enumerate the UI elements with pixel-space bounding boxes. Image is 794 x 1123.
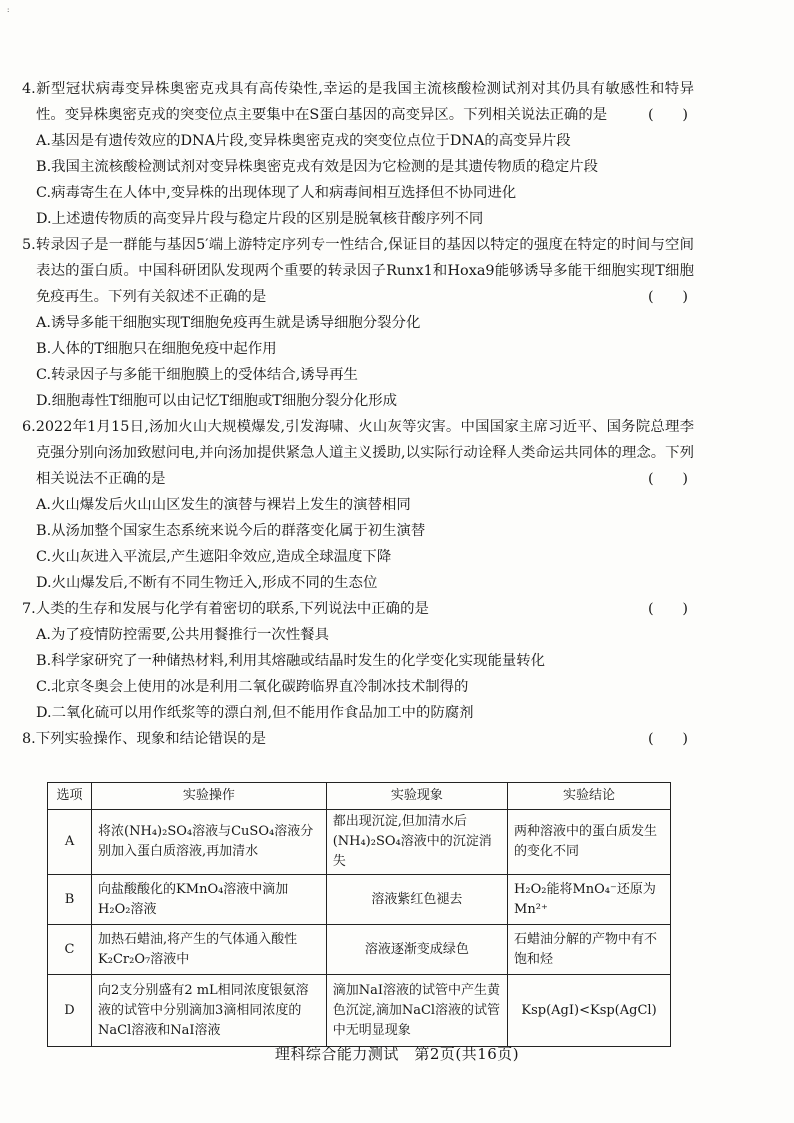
question-6 bbox=[22, 414, 694, 596]
table-header-row bbox=[48, 783, 671, 810]
header-operation: 实验操作 bbox=[92, 783, 327, 810]
option-b: B.从汤加整个国家生态系统来说今后的群落变化属于初生演替 bbox=[36, 523, 426, 539]
row-option: C bbox=[48, 925, 92, 975]
answer-parentheses: ( ) bbox=[647, 601, 688, 617]
row-phenomenon: 滴加NaI溶液的试管中产生黄色沉淀,滴加NaCl溶液的试管中无明显现象 bbox=[326, 975, 507, 1047]
option-b: B.我国主流核酸检测试剂对变异株奥密克戎有效是因为它检测的是其遗传物质的稳定片段 bbox=[36, 159, 598, 175]
answer-parentheses: ( ) bbox=[647, 731, 688, 747]
question-stem: 5.转录因子是一群能与基因5′端上游特定序列专一性结合,保证目的基因以特定的强度在特定的时间与空间表达的蛋白质。中国科研团队发现两个重要的转录因子Runx1和Hoxa9能够诱导多能干细胞实现T细胞免疫再生。下列有关叙述不正确的是 ( ) bbox=[22, 232, 694, 310]
row-conclusion: 石蜡油分解的产物中有不饱和烃 bbox=[508, 925, 671, 975]
option-d: D.细胞毒性T细胞可以由记忆T细胞或T细胞分裂分化形成 bbox=[36, 393, 397, 409]
option-d: D.二氧化硫可以用作纸浆等的漂白剂,但不能用作食品加工中的防腐剂 bbox=[36, 705, 474, 721]
answer-parentheses: ( ) bbox=[647, 107, 688, 123]
option-b: B.科学家研究了一种储热材料,利用其熔融或结晶时发生的化学变化实现能量转化 bbox=[36, 653, 546, 669]
question-content bbox=[22, 76, 694, 752]
row-conclusion: Ksp(AgI)<Ksp(AgCl) bbox=[508, 975, 671, 1047]
row-conclusion: 两种溶液中的蛋白质发生的变化不同 bbox=[508, 810, 671, 875]
option-a: A.火山爆发后火山山区发生的演替与裸岩上发生的演替相同 bbox=[36, 497, 411, 513]
table-row bbox=[48, 810, 671, 875]
table-row bbox=[48, 975, 671, 1047]
option-a: A.为了疫情防控需要,公共用餐推行一次性餐具 bbox=[36, 627, 329, 643]
option-d: D.上述遗传物质的高变异片段与稳定片段的区别是脱氧核苷酸序列不同 bbox=[36, 211, 484, 227]
table-row bbox=[48, 875, 671, 925]
row-phenomenon: 都出现沉淀,但加清水后(NH₄)₂SO₄溶液中的沉淀消失 bbox=[326, 810, 507, 875]
row-phenomenon: 溶液紫红色褪去 bbox=[326, 875, 507, 925]
header-option: 选项 bbox=[48, 783, 92, 810]
row-operation: 加热石蜡油,将产生的气体通入酸性K₂Cr₂O₇溶液中 bbox=[92, 925, 327, 975]
header-conclusion: 实验结论 bbox=[508, 783, 671, 810]
answer-parentheses: ( ) bbox=[647, 289, 688, 305]
row-option: D bbox=[48, 975, 92, 1047]
question-5 bbox=[22, 232, 694, 414]
question-4 bbox=[22, 76, 694, 232]
option-d: D.火山爆发后,不断有不同生物迁入,形成不同的生态位 bbox=[36, 575, 378, 591]
option-b: B.人体的T细胞只在细胞免疫中起作用 bbox=[36, 341, 277, 357]
row-phenomenon: 溶液逐渐变成绿色 bbox=[326, 925, 507, 975]
question-7 bbox=[22, 596, 694, 726]
question-8 bbox=[22, 726, 694, 752]
row-operation: 向盐酸酸化的KMnO₄溶液中滴加H₂O₂溶液 bbox=[92, 875, 327, 925]
question-stem: 8.下列实验操作、现象和结论错误的是 ( ) bbox=[22, 726, 694, 752]
question-stem: 7.人类的生存和发展与化学有着密切的联系,下列说法中正确的是 ( ) bbox=[22, 596, 694, 622]
row-option: B bbox=[48, 875, 92, 925]
page-footer: 理科综合能力测试 第2页(共16页) bbox=[274, 1045, 520, 1063]
row-option: A bbox=[48, 810, 92, 875]
option-c: C.北京冬奥会上使用的冰是利用二氧化碳跨临界直冷制冰技术制得的 bbox=[36, 679, 469, 695]
header-phenomenon: 实验现象 bbox=[326, 783, 507, 810]
experiment-table bbox=[47, 782, 671, 1047]
page-corner-mark: : bbox=[7, 6, 10, 14]
row-operation: 将浓(NH₄)₂SO₄溶液与CuSO₄溶液分别加入蛋白质溶液,再加清水 bbox=[92, 810, 327, 875]
option-a: A.诱导多能干细胞实现T细胞免疫再生就是诱导细胞分裂分化 bbox=[36, 315, 421, 331]
row-conclusion: H₂O₂能将MnO₄⁻还原为Mn²⁺ bbox=[508, 875, 671, 925]
option-a: A.基因是有遗传效应的DNA片段,变异株奥密克戎的突变位点位于DNA的高变异片段 bbox=[36, 133, 571, 149]
option-c: C.火山灰进入平流层,产生遮阳伞效应,造成全球温度下降 bbox=[36, 549, 392, 565]
question-stem: 4.新型冠状病毒变异株奥密克戎具有高传染性,幸运的是我国主流核酸检测试剂对其仍具有敏感性和特异性。变异株奥密克戎的突变位点主要集中在S蛋白基因的高变异区。下列相关说法正确的是 ( ) bbox=[22, 76, 694, 128]
table-row bbox=[48, 925, 671, 975]
row-operation: 向2支分别盛有2 mL相同浓度银氨溶液的试管中分别滴加3滴相同浓度的NaCl溶液和NaI溶液 bbox=[92, 975, 327, 1047]
option-c: C.病毒寄生在人体中,变异株的出现体现了人和病毒间相互选择但不协同进化 bbox=[36, 185, 517, 201]
question-stem: 6.2022年1月15日,汤加火山大规模爆发,引发海啸、火山灰等灾害。中国国家主席习近平、国务院总理李克强分别向汤加致慰问电,并向汤加提供紧急人道主义援助,以实际行动诠释人类命运共同体的理念。下列相关说法不正确的是 ( ) bbox=[22, 414, 694, 492]
option-c: C.转录因子与多能干细胞膜上的受体结合,诱导再生 bbox=[36, 367, 358, 383]
answer-parentheses: ( ) bbox=[647, 471, 688, 487]
